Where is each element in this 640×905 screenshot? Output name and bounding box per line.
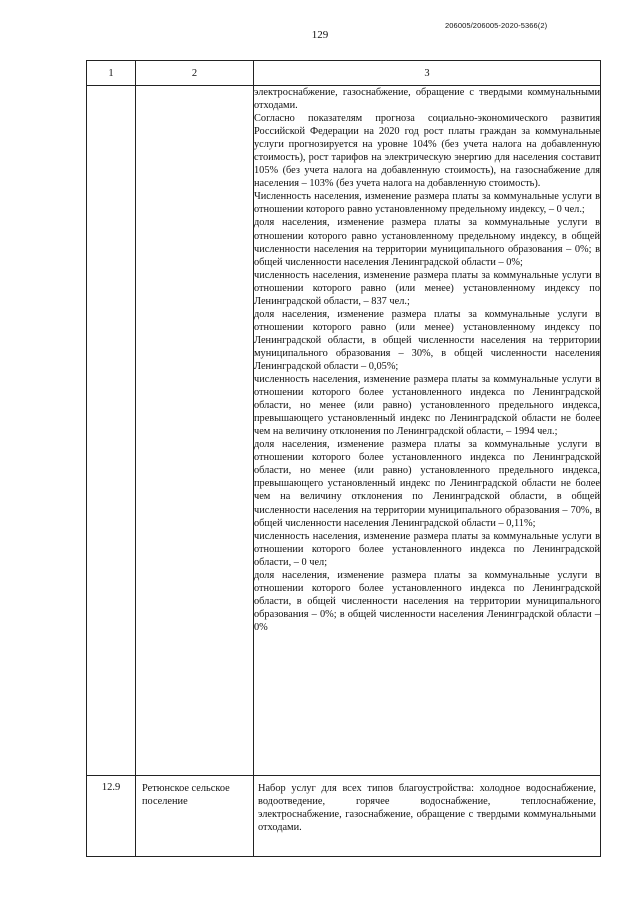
table-row [87,776,601,857]
settlement-cell [136,86,254,776]
column-header: 3 [254,61,601,86]
page-number: 129 [311,29,329,41]
paragraph: численность населения, изменение размера платы за коммунальные услуги в отношении которого более установленного индекса по Ленинградской области, – 0 чел; [254,530,600,568]
paragraph: численность населения, изменение размера платы за коммунальные услуги в отношении которого более установленного индекса по Ленинградской области, но менее (или равно) установленного предельного индекса, превышающего установленный индекс по Ленинградской области не более чем на величину отклонения по Ленинградской области, – 1994 чел.; [254,374,600,438]
data-table [86,60,601,857]
paragraph: Набор услуг для всех типов благоустройства: холодное водоснабжение, водоотведение, горячее водоснабжение, теплоснабжение, электроснабжение, газоснабжение, обращение с твердыми коммунальными отходами. [258,783,596,834]
paragraph: Согласно показателям прогноза социально-экономического развития Российской Федерации на 2020 год рост платы граждан за коммунальные услуги прогнозируется на уровне 104% (без учета налога на добавленную стоимость), рост тарифов на электрическую энергию для населения составит 105% (без учета налога на добавленную стоимость), на газоснабжение для населения – 103% (без учета налога на добавленную стоимость). [254,113,600,190]
table-header-row [87,61,601,86]
paragraph: численность населения, изменение размера платы за коммунальные услуги в отношении которого равно (или менее) установленному индексу по Ленинградской области, – 837 чел.; [254,269,600,307]
paragraph: электроснабжение, газоснабжение, обращение с твердыми коммунальными отходами. [254,87,600,112]
settlement-cell: Ретюнское сельское поселение [136,776,254,857]
table-row [87,86,601,776]
row-number-cell: 12.9 [87,776,136,857]
paragraph: доля населения, изменение размера платы за коммунальные услуги в отношении которого равно установленному предельному индексу, в общей численности населения на территории муниципального образования – 0%; в общей численности населения Ленинградской области – 0%; [254,217,600,268]
paragraph: доля населения, изменение размера платы за коммунальные услуги в отношении которого равно (или менее) установленному индексу по Ленинградской области, в общей численности населения на территории муниципального образования – 30%, в общей численности населения Ленинградской области – 0,05%; [254,308,600,372]
description-cell [254,86,601,776]
column-header: 2 [136,61,254,86]
paragraph: Численность населения, изменение размера платы за коммунальные услуги в отношении которого равно установленному предельному индексу, – 0 чел.; [254,191,600,216]
paragraph: доля населения, изменение размера платы за коммунальные услуги в отношении которого более установленного индекса по Ленинградской области, в общей численности населения на территории муниципального образования – 0%; в общей численности населения Ленинградской области – 0% [254,569,600,633]
description-cell [254,776,601,857]
document-id: 206005/206005-2020-5366(2) [445,21,548,30]
paragraph: доля населения, изменение размера платы за коммунальные услуги в отношении которого более установленного индекса по Ленинградской области, но менее (или равно) установленного предельного индекса, превышающего установленный индекс по Ленинградской области не более чем на величину отклонения по Ленинградской области, в общей численности населения на территории муниципального образования – 70%, в общей численности населения Ленинградской области – 0,11%; [254,439,600,529]
column-header: 1 [87,61,136,86]
row-number-cell [87,86,136,776]
